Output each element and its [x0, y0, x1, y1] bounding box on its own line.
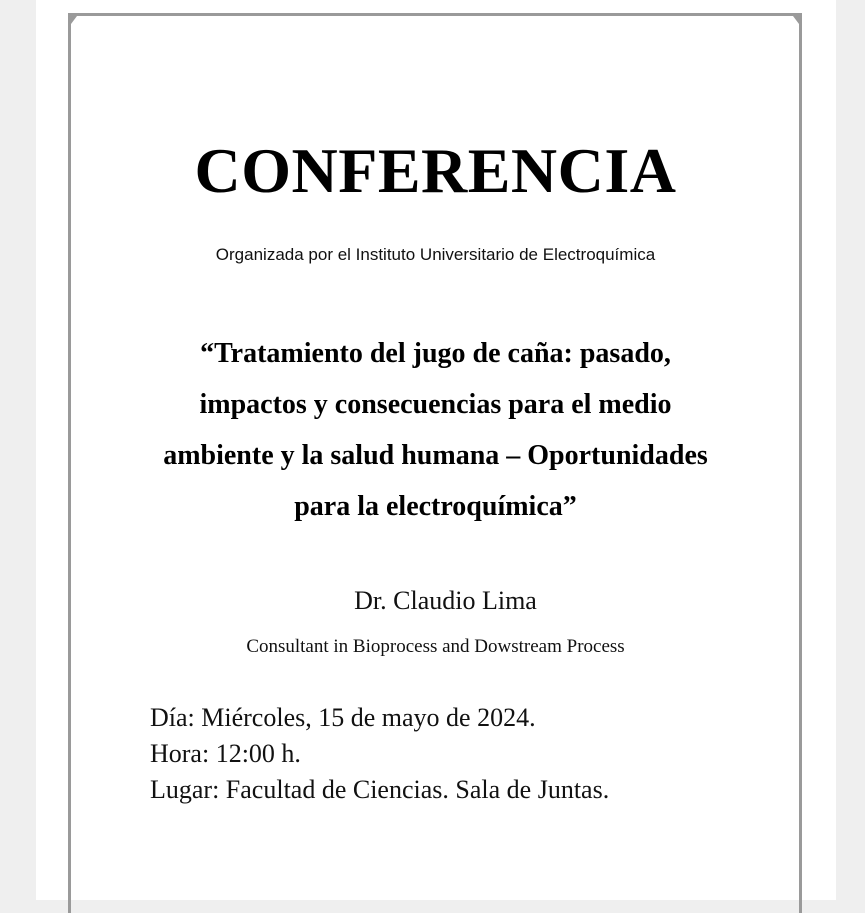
frame-corner-left [71, 16, 77, 24]
frame-corner-right [793, 16, 799, 24]
speaker-role: Consultant in Bioprocess and Dowstream Process [246, 636, 625, 657]
document-title: CONFERENCIA [194, 135, 677, 206]
talk-title: “Tratamiento del jugo de caña: pasado, impactos y consecuencias para el medio ambiente y la salud humana – Oportunidades para la electroquímica” [163, 338, 708, 522]
speaker-name: Dr. Claudio Lima [354, 586, 537, 615]
event-day: Día: Miércoles, 15 de mayo de 2024. [150, 703, 536, 732]
event-details [150, 700, 609, 808]
event-place: Lugar: Facultad de Ciencias. Sala de Juntas. [150, 775, 610, 804]
organizer-line: Organizada por el Instituto Universitario de Electroquímica [215, 245, 656, 264]
event-time: Hora: 12:00 h. [150, 739, 301, 768]
